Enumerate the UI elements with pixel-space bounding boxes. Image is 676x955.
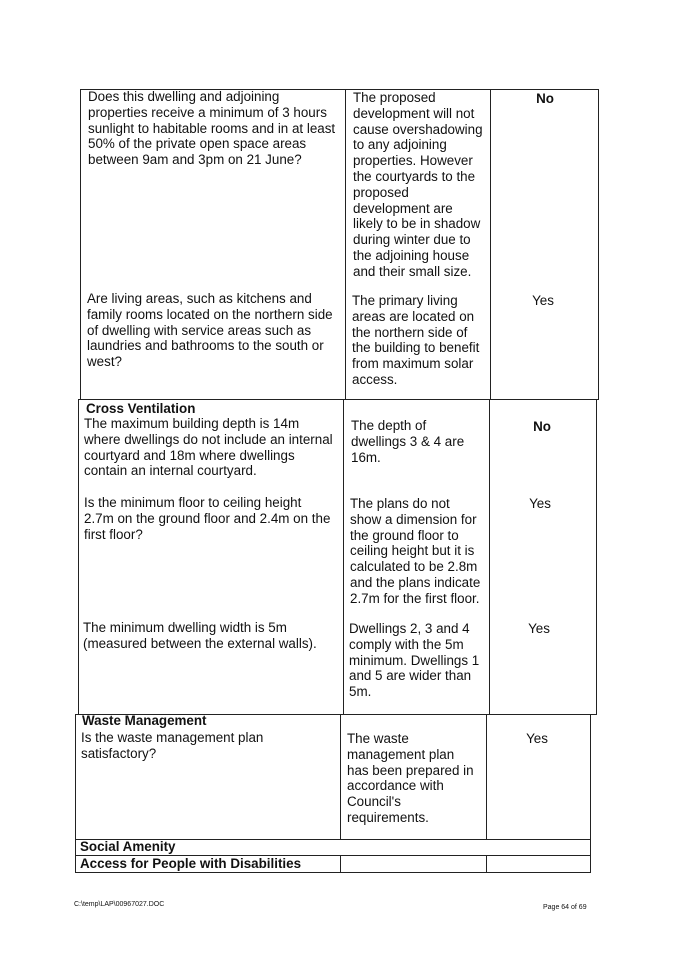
column-divider [343,399,344,715]
heading-social-amenity: Social Amenity [80,839,176,854]
result-ceiling-height: Yes [529,496,551,511]
comment-building-depth: The depth of dwellings 3 & 4 are 16m. [351,418,465,465]
result-waste-plan: Yes [526,731,548,746]
column-divider [490,89,491,400]
question-ceiling-height: Is the minimum floor to ceiling height 2.7m on the ground floor and 2.4m on the first floor? [84,495,331,542]
comment-living-areas: The primary living areas are located on the northern side of the building to benefit from maximum solar access. [352,293,480,387]
question-dwelling-width: The minimum dwelling width is 5m (measured between the external walls). [83,620,317,651]
comment-waste-plan: The waste management plan has been prepared in accordance with Council's requirements. [347,731,474,825]
result-living-areas: Yes [532,293,554,308]
column-divider [340,855,341,873]
comment-ceiling-height: The plans do not show a dimension for the ground floor to ceiling height but it is calculated to be 2.8m and the plans indicate 2.7m for the first floor. [350,496,481,606]
heading-cross-ventilation: Cross Ventilation [86,401,196,416]
question-building-depth: The maximum building depth is 14m where dwellings do not include an internal courtyard and 18m where dwellings contain an internal courtyard. [84,416,333,479]
column-divider [486,855,487,873]
column-divider [489,399,490,715]
comment-sunlight: The proposed development will not cause overshadowing to any adjoining properties. However the courtyards to the proposed development are likely to be in shadow during winter due to the adjoining house and their small size. [353,90,483,279]
question-living-areas: Are living areas, such as kitchens and family rooms located on the northern side of dwelling with service areas such as laundries and bathrooms to the south or west? [87,291,333,370]
footer-file-path: C:\temp\LAP\00967027.DOC [74,901,165,908]
result-dwelling-width: Yes [528,621,550,636]
question-sunlight: Does this dwelling and adjoining properties receive a minimum of 3 hours sunlight to habitable rooms and in at least 50% of the private open space areas between 9am and 3pm on 21 June? [88,89,336,168]
heading-waste-management: Waste Management [82,713,207,728]
question-waste-plan: Is the waste management plan satisfactory? [81,730,264,761]
result-building-depth: No [533,419,551,434]
comment-dwelling-width: Dwellings 2, 3 and 4 comply with the 5m minimum. Dwellings 1 and 5 are wider than 5m. [349,621,480,700]
result-sunlight: No [536,91,554,106]
column-divider [340,714,341,840]
footer-page-number: Page 64 of 69 [543,904,587,911]
heading-access-disabilities: Access for People with Disabilities [80,856,302,871]
column-divider [345,89,346,400]
